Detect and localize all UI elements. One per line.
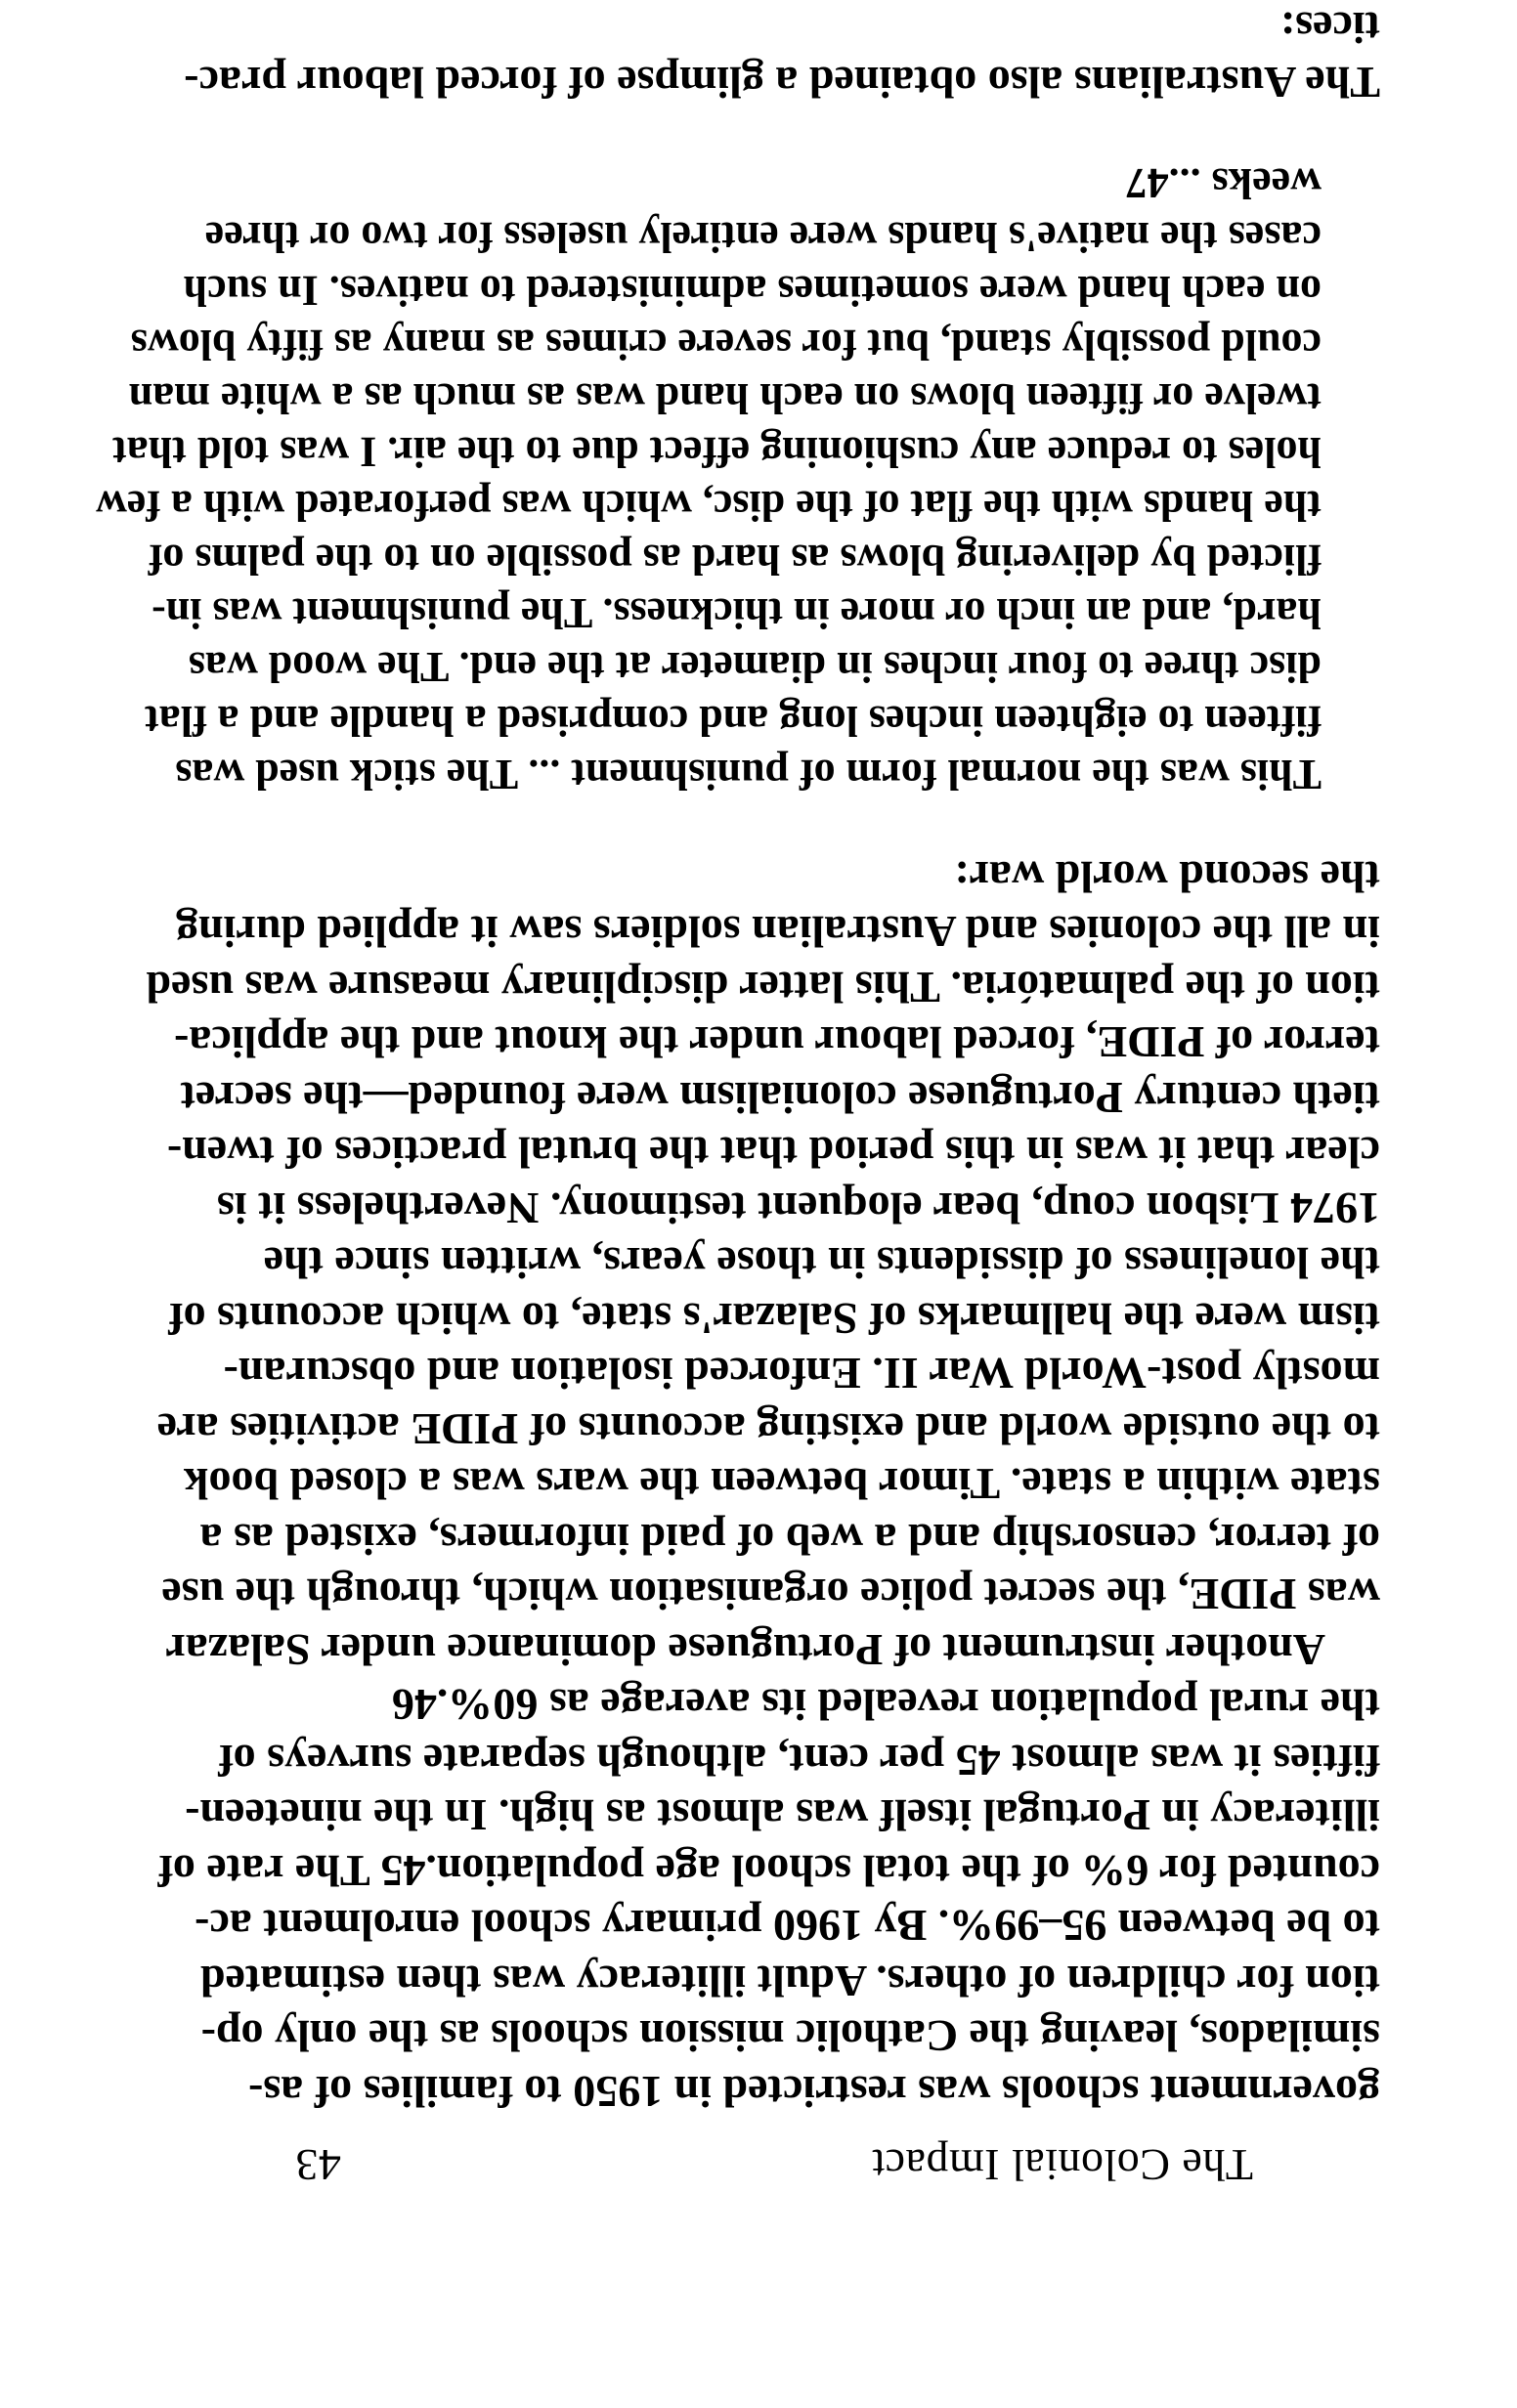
text-line: the rural population revealed its average as 60%.46 [391,1680,1380,1731]
text-line: The Australians also obtained a glimpse of forced labour prac- [184,58,1380,108]
running-header-title: The Colonial Impact [871,2140,1253,2190]
text-line: tion of the palmatória. This latter disciplinary measure was used [146,963,1380,1012]
text-line: to the outside world and existing accounts of PIDE activities are [156,1404,1380,1454]
text-line: was PIDE, the secret police organisation which, through the use [161,1570,1380,1620]
text-line: counted for 6% of the total school age population.45 The rate of [157,1846,1380,1896]
quote-line: disc three to four inches in diameter at the end. The wood was [188,643,1322,692]
quote-line: flicted by delivering blows as hard as possible on to the palms of [148,536,1322,584]
text-line: the second world war: [954,852,1380,902]
quote-line: fifteen to eighteen inches long and comprised a handle and a flat [145,697,1322,746]
page-body [96,0,1380,2119]
text-line: tieth century Portuguese colonialism were founded—the secret [180,1073,1380,1123]
text-line: of terror, censorship and a web of paid informers, existed as a [199,1515,1380,1565]
text-line: tism were the hallmarks of Salazar's state, to which accounts of [168,1294,1380,1344]
quote-line: This was the normal form of punishment ... The stick used was [175,751,1322,799]
quote-line: cases the native's hands were entirely useless for two or three [204,213,1322,262]
text-line: to be between 95–99%. By 1960 primary school enrolment ac- [195,1901,1380,1952]
text-line: similados, leaving the Catholic mission schools as the only op- [200,2011,1380,2062]
page-number: 43 [295,2140,341,2190]
text-line: tices: [1279,3,1380,53]
quote-line: hard, and an inch or more in thickness. The punishment was in- [152,589,1322,638]
text-line: government schools was restricted in 1950 to families of as- [248,2067,1380,2117]
quote-line: on each hand were sometimes administered to natives. In such [183,267,1322,316]
text-line: 1974 Lisbon coup, bear eloquent testimony. Nevertheless it is [216,1183,1380,1233]
text-line: illiteracy in Portugal itself was almost as high. In the nineteen- [185,1790,1380,1841]
quote-line: the hands with the flat of the disc, which was perforated with a few [96,482,1322,531]
running-header [295,2139,1380,2191]
text-line: Another instrument of Portuguese dominance under Salazar [165,1625,1325,1675]
text-line: tion for children of others. Adult illiteracy was then estimated [200,1956,1380,2006]
text-line: clear that it was in this period that the brutal practices of twen- [166,1128,1380,1179]
text-line: terror of PIDE, forced labour under the knout and the applica- [174,1017,1380,1068]
quote-line: twelve or fifteen blows on each hand was as much as a white man [128,374,1322,423]
text-line: fifties it was almost 45 per cent, although separate surveys of [218,1736,1380,1785]
block-quote-palmatoria [96,157,1322,802]
quote-line: weeks ...47 [1125,159,1322,208]
text-line: in all the colonies and Australian soldiers saw it applied during [175,907,1380,958]
text-line: the loneliness of dissidents in those years, written since the [263,1238,1380,1289]
text-line: state within a state. Timor between the wars was a closed book [183,1459,1380,1510]
quote-line: could possibly stand, but for severe crimes as many as fifty blows [130,321,1322,369]
paragraph-education [157,1677,1380,2119]
paragraph-pide [146,849,1380,1678]
text-line: mostly post-World War II. Enforced isolation and obscuran- [223,1349,1380,1399]
quote-line: holes to reduce any cushioning effect due to the air. I was told that [112,428,1322,477]
paragraph-forced-labour [184,0,1380,110]
